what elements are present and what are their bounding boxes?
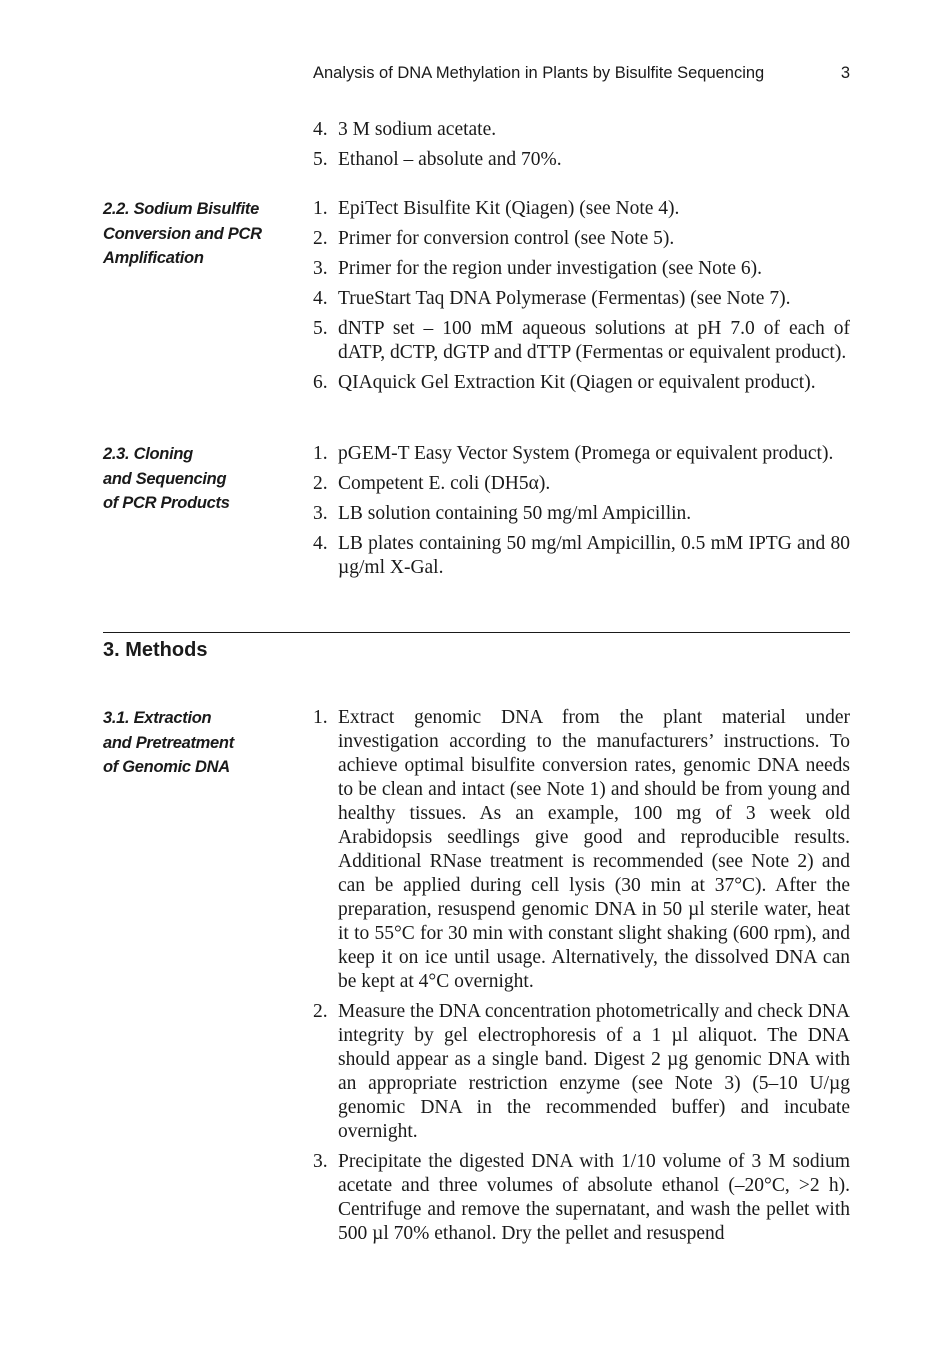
- subsection-heading-2-3: 2.3. Cloning and Sequencing of PCR Products: [103, 445, 230, 512]
- cloning-materials-list: [313, 442, 850, 586]
- running-head: [313, 64, 850, 83]
- list-item: 1. Extract genomic DNA from the plant material under investigation according to the manufacturers’ instructions. To achieve optimal bisulfite conversion rates, genomic DNA needs to be clean and intact (see Note 1) and should be from young and healthy tissues. As an example, 100 mg of 3 week old Arabidopsis seedlings give good and reproducible results. Additional RNase treatment is recommended (see Note 2) and can be applied during cell lysis (30 min at 37°C). After the preparation, resuspend genomic DNA in 50 µl sterile water, heat it to 55°C for 30 min with constant slight shaking (600 rpm), and keep it on ice until usage. Alternatively, the dissolved DNA can be kept at 4°C overnight.: [313, 707, 850, 992]
- list-item: 4. TrueStart Taq DNA Polymerase (Fermentas) (see Note 7).: [313, 288, 791, 309]
- materials-list-continued: [313, 118, 850, 178]
- list-item: 5. dNTP set – 100 mM aqueous solutions at pH 7.0 of each of dATP, dCTP, dGTP and dTTP (Fermentas or equivalent product).: [313, 318, 850, 363]
- list-item: 1. EpiTect Bisulfite Kit (Qiagen) (see Note 4).: [313, 198, 680, 219]
- list-item: 3. Primer for the region under investigation (see Note 6).: [313, 258, 763, 279]
- list-item: 4. 3 M sodium acetate.: [313, 119, 497, 140]
- bisulfite-materials-list: [313, 197, 850, 401]
- list-item: 3. LB solution containing 50 mg/ml Ampicillin.: [313, 503, 692, 524]
- running-head-title: Analysis of DNA Methylation in Plants by Bisulfite Sequencing: [313, 64, 765, 82]
- list-item: 1. pGEM-T Easy Vector System (Promega or equivalent product).: [313, 443, 834, 464]
- list-item: 2. Competent E. coli (DH5α).: [313, 473, 551, 494]
- list-item: 3. Precipitate the digested DNA with 1/10 volume of 3 M sodium acetate and three volumes of absolute ethanol (–20°C, >2 h). Centrifuge and remove the supernatant, and wash the pellet with 500 µl 70% ethanol. Dry the pellet and resuspend: [313, 1151, 850, 1244]
- subsection-heading-3-1: 3.1. Extraction and Pretreatment of Genomic DNA: [103, 709, 234, 776]
- subsection-heading-2-2: 2.2. Sodium Bisulfite Conversion and PCR Amplification: [103, 200, 262, 267]
- list-item: 4. LB plates containing 50 mg/ml Ampicillin, 0.5 mM IPTG and 80 µg/ml X-Gal.: [313, 533, 850, 578]
- list-item: 6. QIAquick Gel Extraction Kit (Qiagen or equivalent product).: [313, 372, 816, 393]
- page-number: 3: [840, 64, 850, 82]
- list-item: 2. Primer for conversion control (see Note 5).: [313, 228, 675, 249]
- list-item: 2. Measure the DNA concentration photometrically and check DNA integrity by gel electrophoresis of a 1 µl aliquot. The DNA should appear as a single band. Digest 2 µg genomic DNA with an appropriate restriction enzyme (see Note 3) (5–10 U/µg genomic DNA in the recommended buffer) and incubate overnight.: [313, 1001, 850, 1142]
- list-item: 5. Ethanol – absolute and 70%.: [313, 149, 562, 170]
- section-heading-methods: 3. Methods: [103, 639, 208, 661]
- methods-steps-list: [313, 706, 850, 1252]
- section-rule: [103, 632, 850, 633]
